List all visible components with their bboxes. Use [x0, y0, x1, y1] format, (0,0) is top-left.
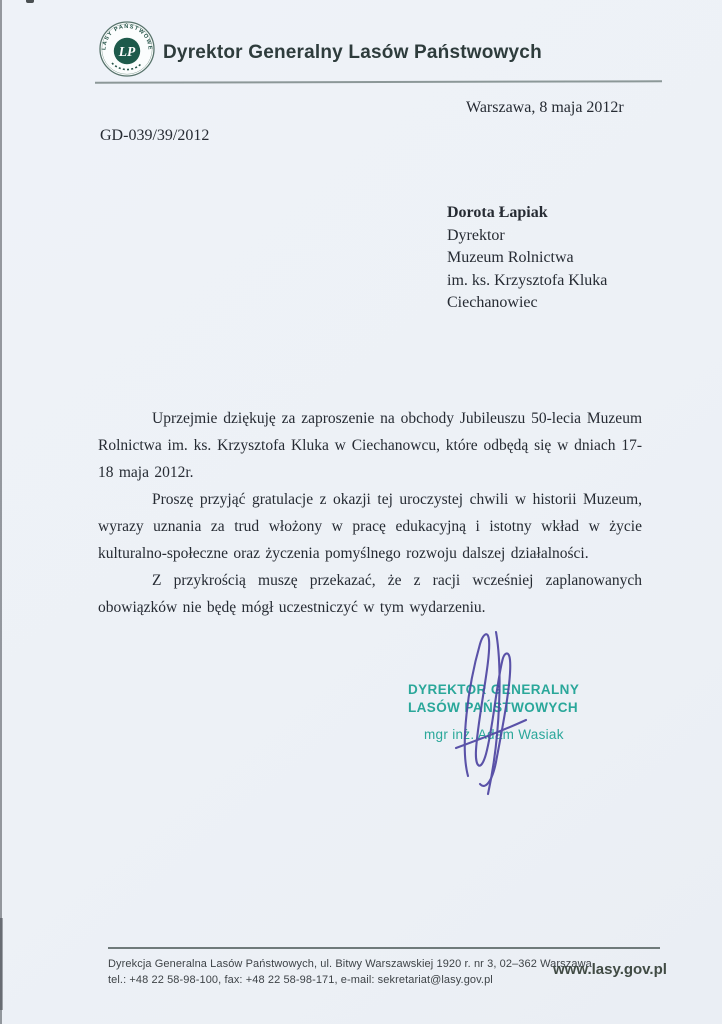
paragraph-2: Proszę przyjąć gratulacje z okazji tej uroczystej chwili w historii Muzeum, wyrazy uznania za trud włożony w pracę edukacyjną i istotny wkład w życie kulturalno-społeczne oraz życzenia pomyślnego rozwoju dalszej działalności. — [98, 491, 642, 562]
logo-monogram: LP — [118, 44, 136, 59]
scan-edge-artifact — [0, 0, 2, 1024]
scan-smudge-artifact — [0, 918, 3, 1010]
footer-divider — [108, 947, 660, 949]
recipient-institution-patron: im. ks. Krzysztofa Kluka — [447, 271, 608, 289]
recipient-name: Dorota Łapiak — [447, 204, 548, 221]
footer-website: www.lasy.gov.pl — [553, 961, 667, 978]
logo-ring-text: LASY PAŃSTWOWE — [101, 23, 153, 51]
scan-speck-artifact — [26, 0, 34, 3]
recipient-city: Ciechanowiec — [447, 294, 538, 311]
recipient-institution: Muzeum Rolnictwa — [447, 249, 574, 266]
paragraph-3: Z przykrością muszę przekazać, że z racji wcześniej zaplanowanych obowiązków nie będę mógł uczestniczyć w tym wydarzeniu. — [98, 572, 642, 616]
stamp-title-line2: LASÓW PAŃSTWOWYCH — [408, 699, 579, 715]
paragraph-1: Uprzejmie dziękuję za zaproszenie na obchody Jubileuszu 50-lecia Muzeum Rolnictwa im. ks. Krzysztofa Kluka w Ciechanowcu, które odbędą się w dniach 17-18 maja 2012r. — [98, 410, 642, 481]
lasy-panstwowe-logo-icon — [98, 20, 156, 78]
footer-phone-email: tel.: +48 22 58-98-100, fax: +48 22 58-98-171, e-mail: sekretariat@lasy.gov.pl — [108, 973, 493, 986]
date-line: Warszawa, 8 maja 2012r — [466, 99, 624, 116]
letter-body — [98, 405, 642, 621]
footer-address: Dyrekcja Generalna Lasów Państwowych, ul. Bitwy Warszawskiej 1920 r. nr 3, 02–362 Warszawa — [108, 958, 592, 970]
reference-number: GD-039/39/2012 — [100, 127, 210, 144]
signer-name: mgr inż. Adam Wasiak — [424, 727, 564, 742]
recipient-block — [447, 202, 607, 315]
recipient-role: Dyrektor — [447, 226, 505, 244]
footer-contact-block — [108, 957, 592, 988]
handwritten-signature-icon — [438, 626, 538, 796]
letterhead-title: Dyrektor Generalny Lasów Państwowych — [163, 42, 542, 63]
stamp-title-line1: DYREKTOR GENERALNY — [408, 682, 580, 697]
header-divider — [95, 80, 662, 83]
